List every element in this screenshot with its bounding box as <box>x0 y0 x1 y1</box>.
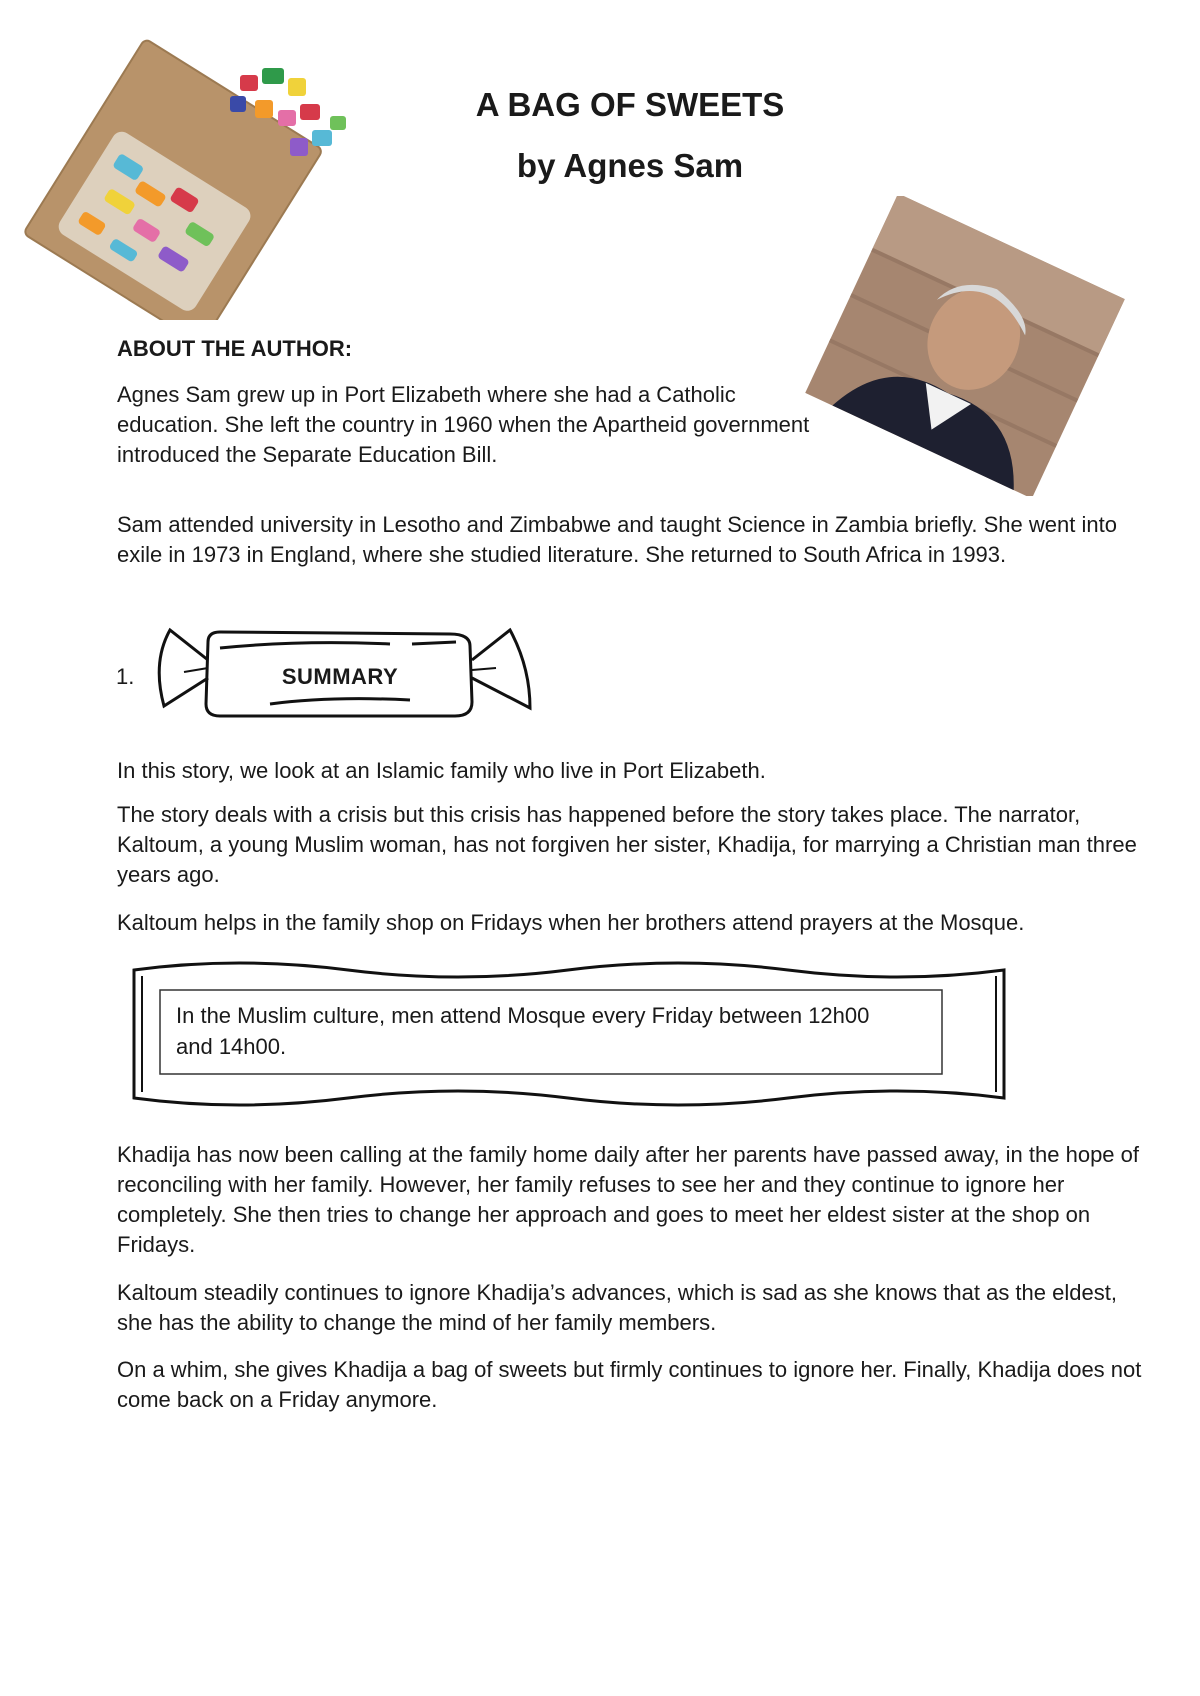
about-author-heading: ABOUT THE AUTHOR: <box>117 336 353 361</box>
about-paragraph-1: Agnes Sam grew up in Port Elizabeth where she had a Catholic education. She left the country in 1960 when the Apartheid government introduced the Separate Education Bill. <box>117 382 810 467</box>
summary-paragraph-1: In this story, we look at an Islamic family who live in Port Elizabeth. <box>117 758 766 783</box>
document-byline: by Agnes Sam <box>516 147 744 184</box>
summary-label: SUMMARY <box>281 664 399 689</box>
closing-paragraph-1: Khadija has now been calling at the family home daily after her parents have passed away, in the hope of reconciling with her family. However, her family refuses to see her and they continue to ignore her completely. She then tries to change her approach and goes to meet her eldest sister at the shop on Fridays. <box>117 1142 1140 1257</box>
closing-paragraph-3: On a whim, she gives Khadija a bag of sweets but firmly continues to ignore her. Finally, Khadija does not come back on a Friday anymore. <box>117 1357 1142 1412</box>
closing-paragraph-2: Kaltoum steadily continues to ignore Khadija’s advances, which is sad as she knows that as the eldest, she has the ability to change the mind of her family members. <box>117 1280 1117 1335</box>
summary-paragraph-2: The story deals with a crisis but this crisis has happened before the story takes place. The narrator, Kaltoum, a young Muslim woman, has not forgiven her sister, Khadija, for marrying a Christian man three years ago. <box>117 802 1137 887</box>
summary-paragraph-3: Kaltoum helps in the family shop on Fridays when her brothers attend prayers at the Mosque. <box>117 910 1025 935</box>
bag-of-sweets-icon <box>0 20 370 320</box>
note-box-text: In the Muslim culture, men attend Mosque every Friday between 12h00 and 14h00. <box>176 1003 870 1059</box>
section-number: 1. <box>116 664 135 689</box>
document-title: A BAG OF SWEETS <box>475 86 785 123</box>
about-paragraph-2: Sam attended university in Lesotho and Zimbabwe and taught Science in Zambia briefly. She went into exile in 1973 in England, where she studied literature. She returned to South Africa in 1993. <box>117 512 1117 567</box>
